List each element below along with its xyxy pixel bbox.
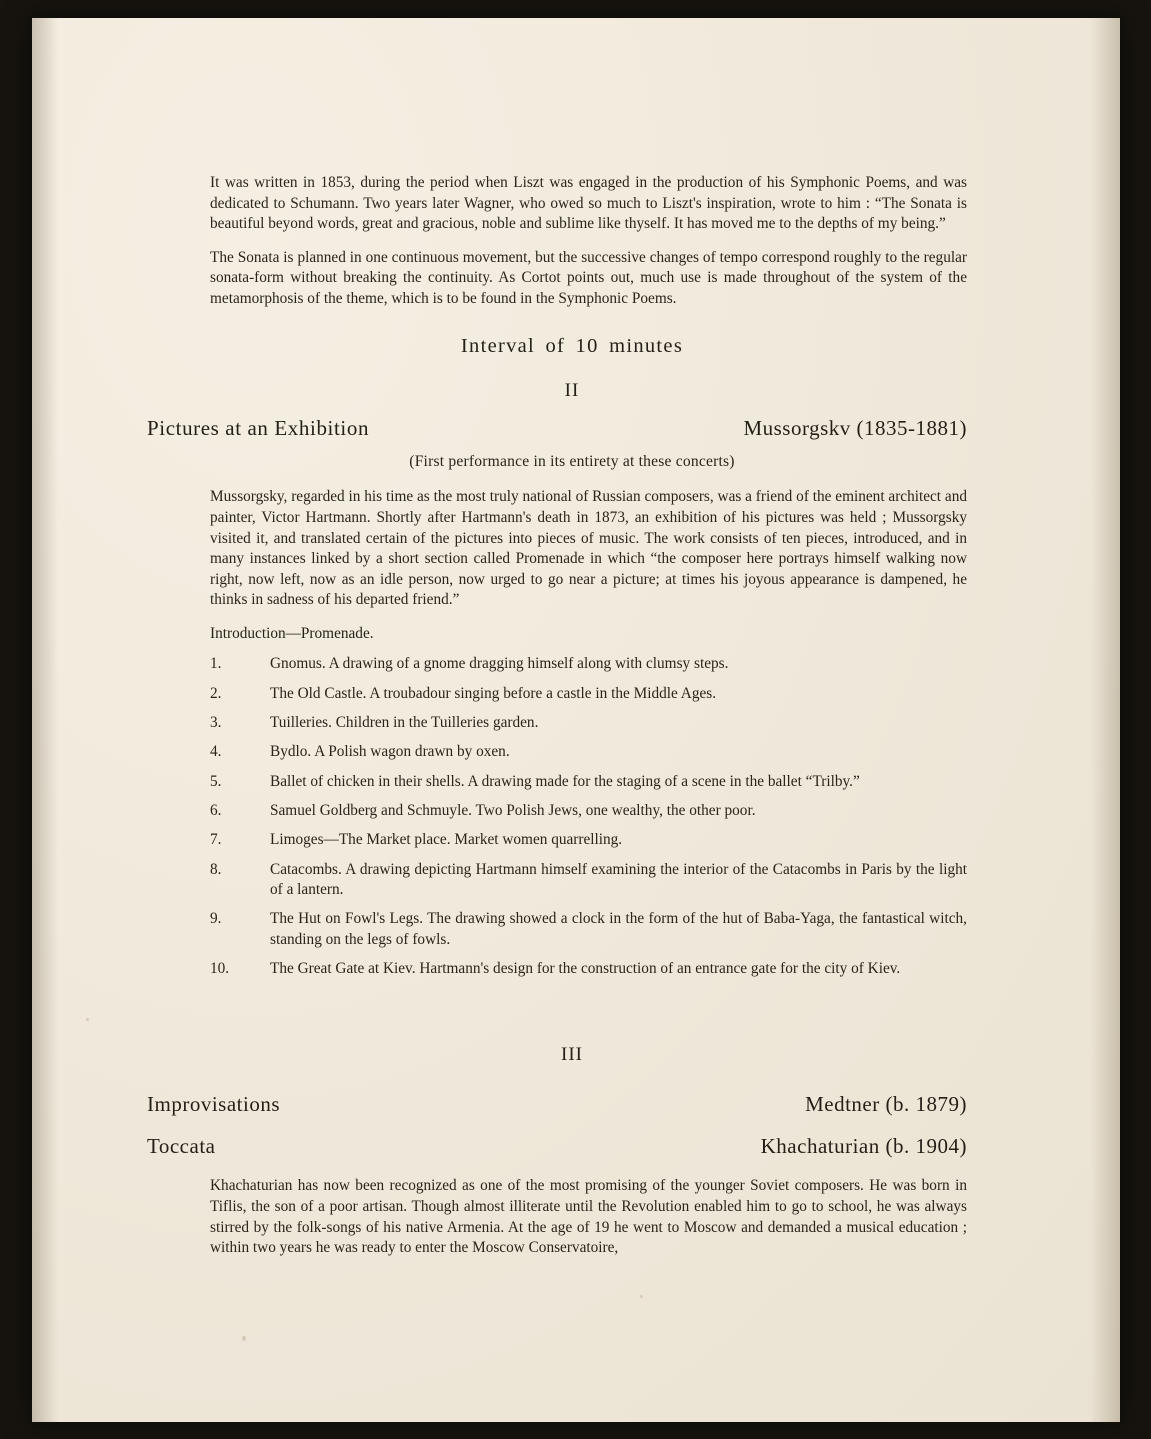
section-numeral-three: III: [561, 1044, 583, 1066]
scan-speck: [242, 1336, 246, 1341]
interval-heading: Interval of 10 minutes: [460, 335, 684, 358]
first-performance-note: (First performance in its entirety at these concerts): [409, 453, 735, 471]
list-item-number: 2.: [210, 684, 222, 702]
list-item-text: Ballet of chicken in their shells. A drawing made for the staging of a scene in the ballet “Trilby.”: [270, 772, 860, 790]
piece-title: Pictures at an Exhibition: [147, 416, 370, 441]
paragraph-mussorgsky-note: Mussorgsky, regarded in his time as the most truly national of Russian composers, was a friend of the eminent architect and painter, Victor Hartmann. Shortly after Hartmann's death in 1873, an exhibition of his pictures was held ; Mussorgsky visited it, and translated certain of the pictures into pieces of music. The work consists of ten pieces, introduced, and in many instances linked by a short section called Promenade in which “the composer here portrays himself walking now right, now left, now as an idle person, now urged to go near a picture; at times his joyous appearance is dampened, he thinks in sadness of his departed friend.”: [210, 488, 967, 609]
scan-speck: [86, 1018, 89, 1021]
list-item-number: 10.: [210, 960, 230, 978]
piece-composer: Mussorgskv (1835-1881): [743, 416, 967, 441]
list-item-number: 1.: [210, 655, 222, 673]
list-item: [210, 654, 967, 674]
section-numeral-two: II: [564, 380, 580, 402]
list-item: [210, 684, 967, 704]
list-item: [210, 830, 967, 850]
piece-title: Improvisations: [147, 1092, 280, 1117]
list-item-number: 8.: [210, 860, 222, 878]
list-item-text: The Hut on Fowl's Legs. The drawing showed a clock in the form of the hut of Baba-Yaga, the fantastical witch, standing on the legs of fowls.: [270, 910, 967, 948]
paragraph-sonata-history: It was written in 1853, during the period when Liszt was engaged in the production of his Symphonic Poems, and was dedicated to Schumann. Two years later Wagner, who owed so much to Liszt's inspiration, wrote to him : “The Sonata is beautiful beyond words, great and gracious, noble and sublime like thyself. It has moved me to the depths of my being.”: [210, 174, 967, 233]
list-item-number: 3.: [210, 714, 222, 731]
introduction-promenade-line: Introduction—Promenade.: [210, 624, 374, 642]
list-item-text: The Old Castle. A troubadour singing before a castle in the Middle Ages.: [270, 684, 717, 702]
movement-list: [177, 654, 967, 979]
section-spacer: [177, 988, 967, 1022]
list-item-text: The Great Gate at Kiev. Hartmann's design for the construction of an entrance gate for the city of Kiev.: [270, 960, 901, 978]
list-item-text: Tuilleries. Children in the Tuilleries garden.: [270, 714, 539, 731]
list-item-number: 4.: [210, 743, 222, 761]
list-item-number: 9.: [210, 910, 222, 928]
list-item-text: Bydlo. A Polish wagon drawn by oxen.: [270, 743, 510, 761]
piece-title: Toccata: [147, 1134, 216, 1159]
page-content: [147, 173, 967, 1259]
piece-header-pictures: [147, 416, 967, 441]
program-page: [32, 18, 1120, 1422]
list-item: [210, 772, 967, 792]
list-item: [210, 713, 967, 733]
piece-composer: Medtner (b. 1879): [805, 1092, 967, 1117]
list-item: [210, 801, 967, 821]
list-item-number: 7.: [210, 831, 222, 849]
list-item: [210, 860, 967, 901]
list-item: [210, 742, 967, 762]
list-item-text: Limoges—The Market place. Market women quarrelling.: [270, 831, 623, 849]
list-item-text: Gnomus. A drawing of a gnome dragging himself along with clumsy steps.: [270, 655, 729, 673]
piece-header-improvisations: [147, 1092, 967, 1117]
piece-composer: Khachaturian (b. 1904): [760, 1134, 967, 1159]
paragraph-khachaturian-note: Khachaturian has now been recognized as one of the most promising of the younger Soviet composers. He was born in Tiflis, the son of a poor artisan. Though almost illiterate until the Revolution enabled him to go to school, he was always stirred by the folk-songs of his native Armenia. At the age of 19 he went to Moscow and demanded a musical education ; within two years he was ready to enter the Moscow Conservatoire,: [210, 1177, 967, 1257]
list-item: [210, 909, 967, 950]
piece-header-toccata: [147, 1134, 967, 1159]
list-item: [210, 959, 967, 979]
list-item-text: Samuel Goldberg and Schmuyle. Two Polish Jews, one wealthy, the other poor.: [270, 802, 756, 820]
list-item-number: 5.: [210, 772, 222, 790]
paragraph-sonata-structure: The Sonata is planned in one continuous movement, but the successive changes of tempo correspond roughly to the regular sonata-form without breaking the continuity. As Cortot points out, much use is made throughout of the system of the metamorphosis of the theme, which is to be found in the Symphonic Poems.: [210, 248, 967, 307]
list-item-number: 6.: [210, 802, 222, 820]
scan-speck: [640, 1295, 643, 1298]
list-item-text: Catacombs. A drawing depicting Hartmann himself examining the interior of the Catacombs in Paris by the light of a lantern.: [270, 860, 967, 899]
